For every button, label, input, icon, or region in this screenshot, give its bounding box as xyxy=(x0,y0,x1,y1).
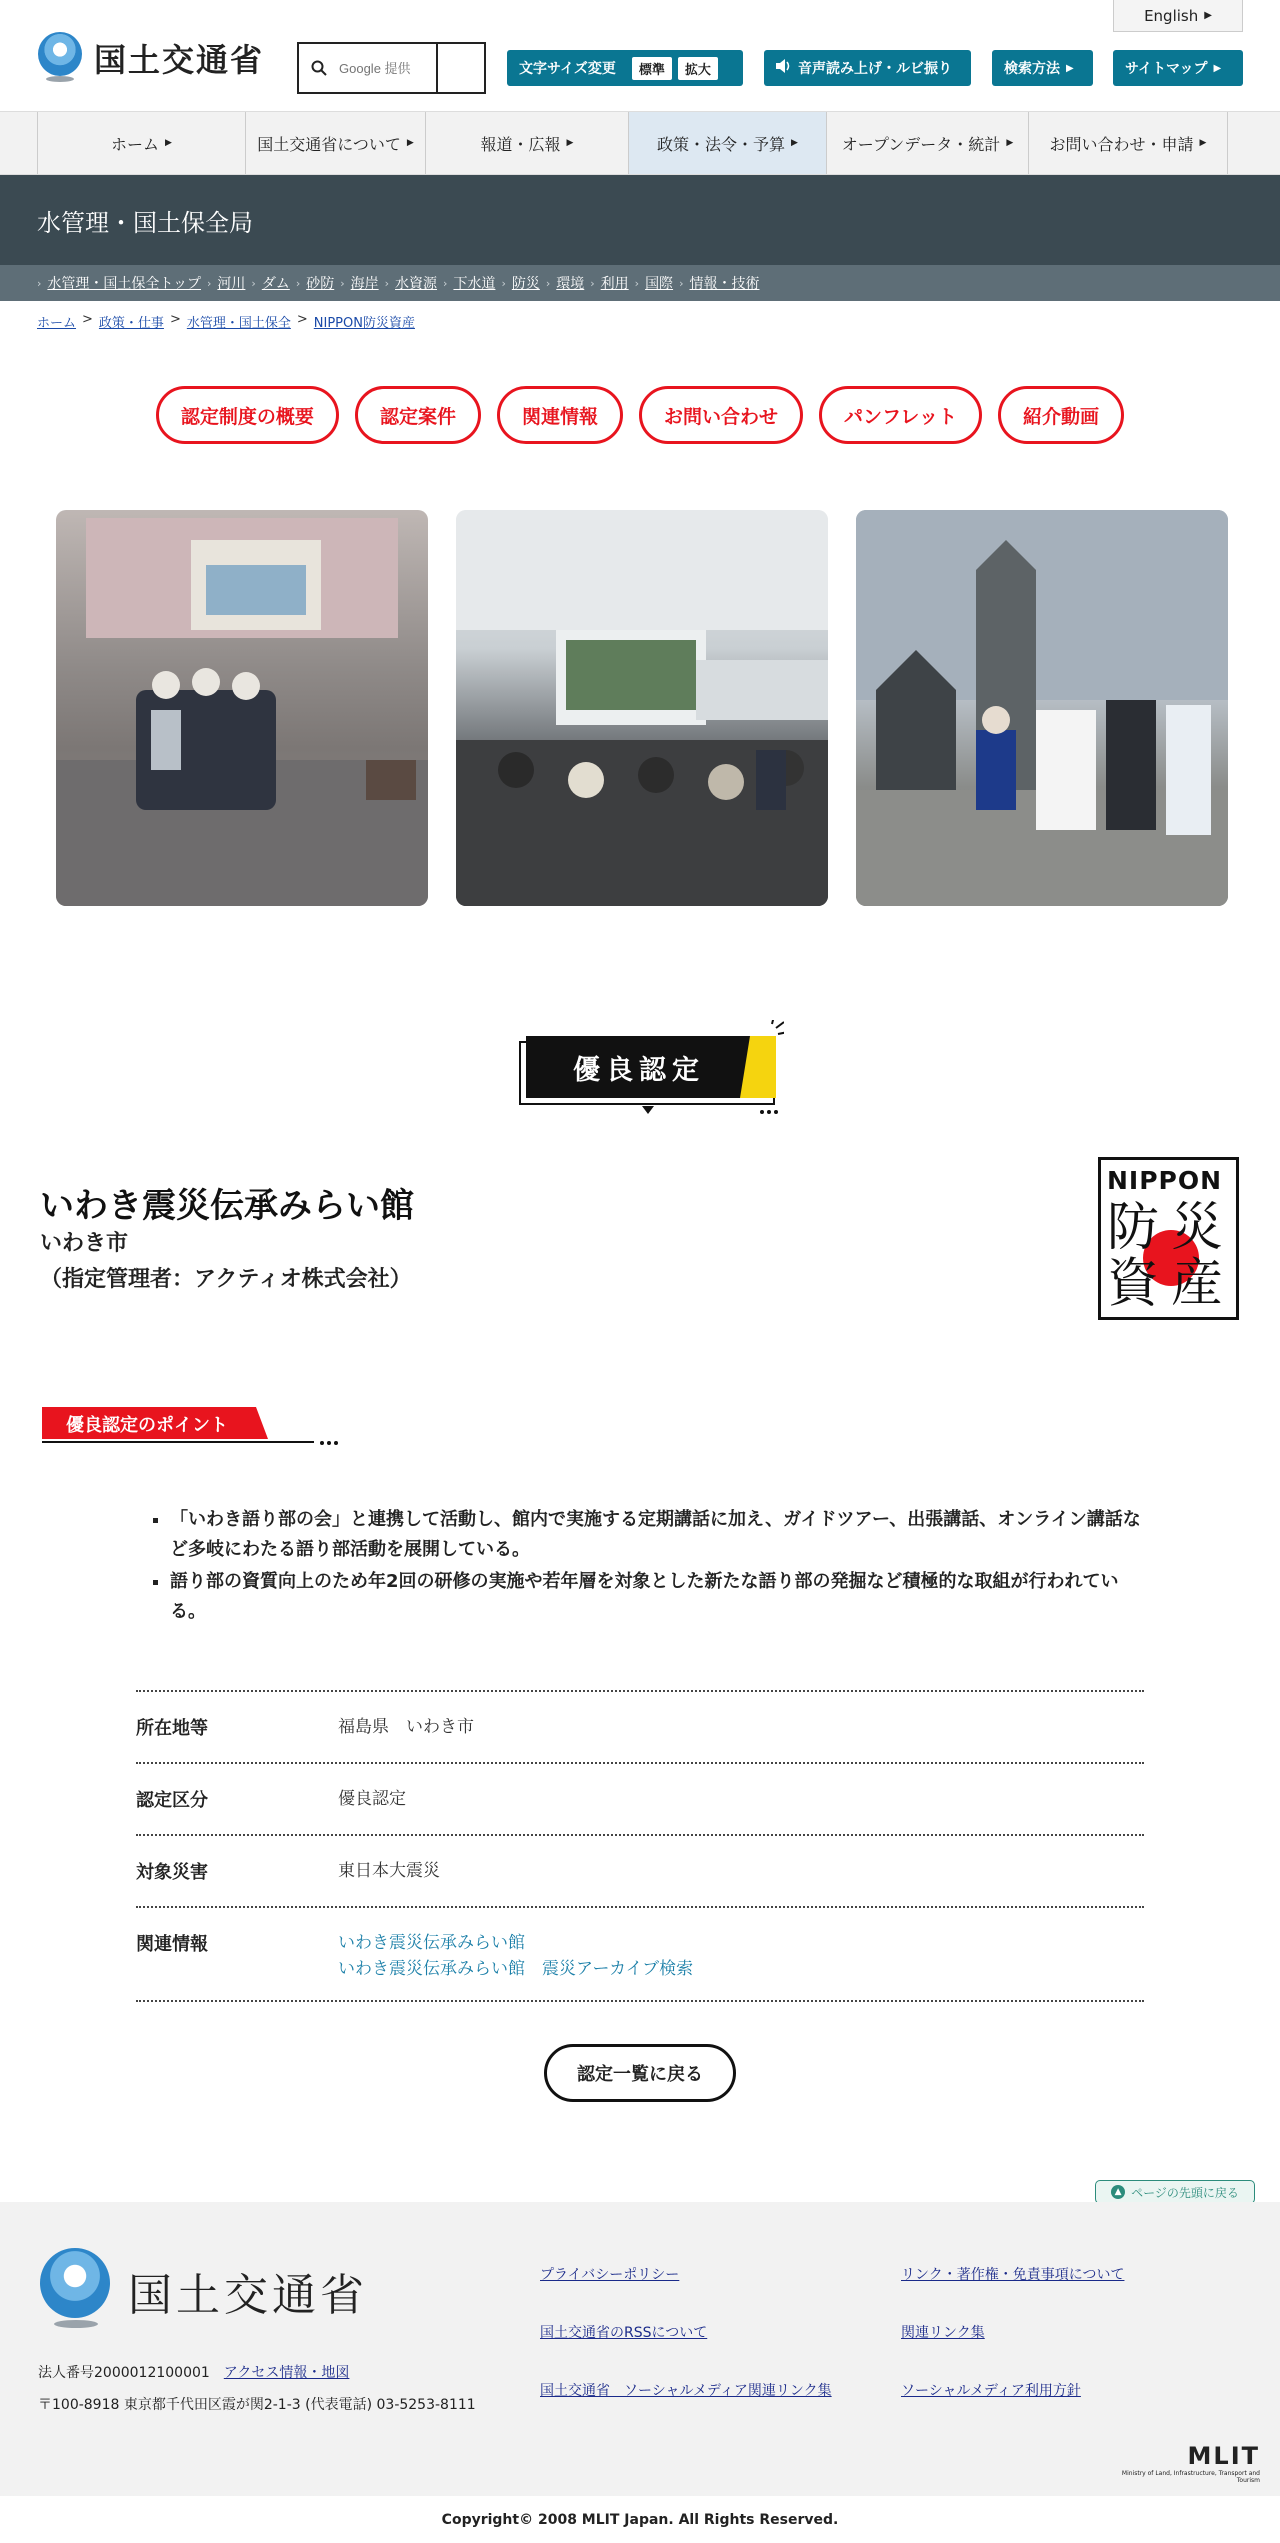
footer-link-copyright[interactable]: リンク・著作権・免責事項について xyxy=(901,2267,1125,2283)
english-button[interactable] xyxy=(1113,0,1243,32)
nippon-logo-char: 資 xyxy=(1107,1254,1160,1314)
site-footer xyxy=(0,2202,1280,2496)
subnav-item[interactable]: 河川 xyxy=(217,276,246,292)
breadcrumb-sep: > xyxy=(296,312,308,327)
chevron-right-icon: › xyxy=(545,276,551,290)
chevron-right-icon: › xyxy=(590,276,595,290)
points-list xyxy=(140,1505,1150,1627)
footer-link-related[interactable]: 関連リンク集 xyxy=(901,2325,985,2341)
triangle-right-icon: ▶ xyxy=(165,138,172,148)
triangle-right-icon: ▶ xyxy=(1006,138,1014,148)
photo-memorial-stones xyxy=(856,510,1228,906)
gnav-item-opendata[interactable] xyxy=(826,112,1028,174)
page-top-label: ページの先頭に戻る xyxy=(1131,2185,1239,2200)
logo-text: 国土交通省 xyxy=(94,41,265,79)
sitemap-label: サイトマップ xyxy=(1125,61,1208,77)
search-input[interactable] xyxy=(339,61,439,76)
related-link-museum[interactable]: いわき震災伝承みらい館 xyxy=(338,1933,525,1953)
tab-related[interactable]: 関連情報 xyxy=(497,386,623,444)
nippon-bosai-shisan-logo xyxy=(1098,1157,1239,1320)
gnav-label: オープンデータ・統計 xyxy=(841,134,1001,154)
font-size-label: 文字サイズ変更 xyxy=(519,61,616,77)
footer-links xyxy=(540,2264,1240,2400)
facility-info-table xyxy=(136,1690,1144,2002)
photo-exhibition-hall xyxy=(56,510,428,906)
triangle-right-icon: ▶ xyxy=(566,138,574,148)
points-heading xyxy=(42,1405,342,1445)
nippon-logo-char: 防 xyxy=(1107,1198,1160,1258)
info-key: 所在地等 xyxy=(136,1718,208,1739)
footer-link-social-policy[interactable]: ソーシャルメディア利用方針 xyxy=(901,2383,1081,2399)
subnav-item[interactable]: 砂防 xyxy=(306,276,335,292)
chevron-right-icon: › xyxy=(295,276,301,290)
subnav-item[interactable]: 環境 xyxy=(556,276,585,292)
search-method-label: 検索方法 xyxy=(1004,61,1060,77)
gnav-item-about[interactable] xyxy=(245,112,425,174)
mlit-wordmark xyxy=(1100,2442,1260,2482)
gnav-item-policy[interactable] xyxy=(628,112,826,174)
nippon-logo-title: NIPPON xyxy=(1107,1166,1223,1195)
footer-link-privacy[interactable]: プライバシーポリシー xyxy=(540,2267,680,2283)
info-key: 認定区分 xyxy=(136,1790,208,1811)
subnav-item[interactable]: 水資源 xyxy=(395,276,438,292)
mlit-logo-mark-icon xyxy=(36,30,84,86)
info-row-related xyxy=(136,1906,1144,2002)
excellent-certification-badge xyxy=(514,1020,784,1130)
mlit-logo-mark-icon xyxy=(38,2246,114,2336)
subnav-item[interactable]: 国際 xyxy=(645,276,674,292)
english-label: English xyxy=(1144,6,1199,25)
tab-video[interactable]: 紹介動画 xyxy=(998,386,1124,444)
info-key: 対象災害 xyxy=(136,1862,208,1883)
photo-gallery xyxy=(56,510,1228,908)
point-item: ▪ 「いわき語り部の会」と連携して活動し、館内で実施する定期講話に加え、ガイドツアー、出張講話、オンライン講話など多岐にわたる語り部活動を展開している。 xyxy=(170,1505,1150,1565)
mlit-logo[interactable] xyxy=(36,30,264,86)
chevron-right-icon: › xyxy=(340,276,345,290)
facility-city: いわき市 xyxy=(40,1231,129,1256)
triangle-right-icon: ▶ xyxy=(791,138,798,148)
subnav-item[interactable]: 情報・技術 xyxy=(689,276,760,292)
search-method-button[interactable] xyxy=(992,50,1093,86)
gnav-label: お問い合わせ・申請 xyxy=(1049,134,1194,154)
info-row-disaster xyxy=(136,1834,1144,1906)
breadcrumb-item[interactable]: NIPPON防災資産 xyxy=(313,316,415,331)
footer-link-rss[interactable]: 国土交通省のRSSについて xyxy=(540,2325,708,2341)
gnav-item-press[interactable] xyxy=(425,112,628,174)
chevron-right-icon: › xyxy=(37,276,42,290)
gnav-item-contact[interactable] xyxy=(1028,112,1228,174)
read-aloud-button[interactable] xyxy=(764,50,971,86)
subnav-item[interactable]: 海岸 xyxy=(350,276,379,292)
back-to-list-button[interactable]: 認定一覧に戻る xyxy=(544,2044,736,2102)
section-subnav xyxy=(0,265,1280,301)
points-heading-label: 優良認定のポイント xyxy=(66,1415,228,1436)
info-row-category xyxy=(136,1762,1144,1834)
footer-logo-text: 国土交通省 xyxy=(128,2270,368,2321)
gnav-label: 報道・広報 xyxy=(480,134,561,154)
triangle-right-icon: ▶ xyxy=(1204,10,1212,21)
access-link[interactable]: アクセス情報・地図 xyxy=(223,2365,350,2381)
info-row-location xyxy=(136,1690,1144,1762)
info-value: 福島県 いわき市 xyxy=(338,1717,474,1737)
read-aloud-label: 音声読み上げ・ルビ振り xyxy=(798,61,952,77)
breadcrumb-item[interactable]: ホーム xyxy=(37,316,77,331)
corp-number: 法人番号2000012100001 xyxy=(38,2365,210,2381)
site-search xyxy=(297,42,486,94)
breadcrumb-item[interactable]: 水管理・国土保全 xyxy=(186,316,291,331)
point-item: ▪ 語り部の資質向上のため年2回の研修の実施や若年層を対象とした新たな語り部の発掘など積極的な取組が行われている。 xyxy=(170,1567,1150,1627)
gnav-item-home[interactable] xyxy=(37,112,245,174)
breadcrumb-item[interactable]: 政策・仕事 xyxy=(98,316,164,331)
tab-overview[interactable]: 認定制度の概要 xyxy=(156,386,339,444)
footer-link-social-list[interactable]: 国土交通省 ソーシャルメディア関連リンク集 xyxy=(540,2383,832,2399)
font-size-large-button[interactable]: 拡大 xyxy=(678,57,718,80)
subnav-item[interactable]: 利用 xyxy=(600,276,629,292)
page-tabs xyxy=(0,386,1280,444)
font-size-control xyxy=(507,50,743,86)
breadcrumb-sep: > xyxy=(82,312,93,327)
site-header xyxy=(0,0,1280,110)
tab-contact[interactable]: お問い合わせ xyxy=(639,386,803,444)
facility-name: いわき震災伝承みらい館 xyxy=(40,1186,414,1226)
nippon-logo-char: 災 xyxy=(1171,1198,1224,1258)
triangle-right-icon: ▶ xyxy=(1066,62,1074,74)
gnav-label: 政策・法令・予算 xyxy=(657,134,786,154)
gnav-label: ホーム xyxy=(111,134,160,154)
section-title: 水管理・国土保全局 xyxy=(0,175,1280,265)
triangle-right-icon: ▶ xyxy=(1199,138,1207,148)
subnav-item[interactable]: 水管理・国土保全トップ xyxy=(47,276,201,292)
info-value-links xyxy=(338,1930,693,1982)
copyright: Copyright© 2008 MLIT Japan. All Rights Reserved. xyxy=(0,2496,1280,2543)
triangle-right-icon: ▶ xyxy=(1213,62,1222,74)
footer-address: 〒100-8918 東京都千代田区霞が関2-1-3 (代表電話) 03-5253-8111 xyxy=(38,2397,476,2413)
global-nav xyxy=(0,111,1280,175)
page-top-button[interactable] xyxy=(1095,2180,1255,2204)
chevron-right-icon: › xyxy=(634,276,640,290)
subnav-item[interactable]: 防災 xyxy=(511,276,540,292)
breadcrumb xyxy=(37,312,415,331)
footer-corp-info xyxy=(38,2362,349,2382)
info-value: 優良認定 xyxy=(338,1789,406,1809)
info-value: 東日本大震災 xyxy=(338,1861,440,1881)
footer-logo[interactable] xyxy=(38,2246,368,2336)
info-key: 関連情報 xyxy=(136,1934,208,1955)
font-size-standard-button[interactable]: 標準 xyxy=(632,57,672,80)
arrow-up-icon: ▲ xyxy=(1111,2185,1125,2199)
chevron-right-icon: › xyxy=(679,276,684,290)
badge-label: 優良認定 xyxy=(573,1055,705,1086)
chevron-right-icon: › xyxy=(251,276,256,290)
search-icon[interactable] xyxy=(299,60,339,76)
chevron-right-icon: › xyxy=(501,276,506,290)
gnav-label: 国土交通省について xyxy=(257,134,401,154)
sitemap-button[interactable] xyxy=(1113,50,1243,86)
photo-lecture-room xyxy=(456,510,828,906)
breadcrumb-sep: > xyxy=(169,312,181,327)
chevron-right-icon: › xyxy=(207,276,212,290)
related-link-archive[interactable]: いわき震災伝承みらい館 震災アーカイブ検索 xyxy=(338,1959,694,1979)
facility-manager: （指定管理者：アクティオ株式会社） xyxy=(40,1267,412,1292)
chevron-right-icon: › xyxy=(443,276,448,290)
search-submit-button[interactable] xyxy=(436,44,484,92)
mlit-wordmark-text: MLIT xyxy=(1187,2442,1260,2470)
mlit-wordmark-subtext: Ministry of Land, Infrastructure, Transport and Tourism xyxy=(1121,2470,1260,2484)
subnav-item[interactable]: 下水道 xyxy=(453,276,496,292)
speaker-icon xyxy=(776,59,792,77)
nippon-logo-char: 産 xyxy=(1171,1254,1224,1314)
chevron-right-icon: › xyxy=(384,276,390,290)
tab-pamphlet[interactable]: パンフレット xyxy=(819,386,982,444)
subnav-item[interactable]: ダム xyxy=(261,276,290,292)
tab-cases[interactable]: 認定案件 xyxy=(355,386,481,444)
triangle-right-icon: ▶ xyxy=(406,138,414,148)
